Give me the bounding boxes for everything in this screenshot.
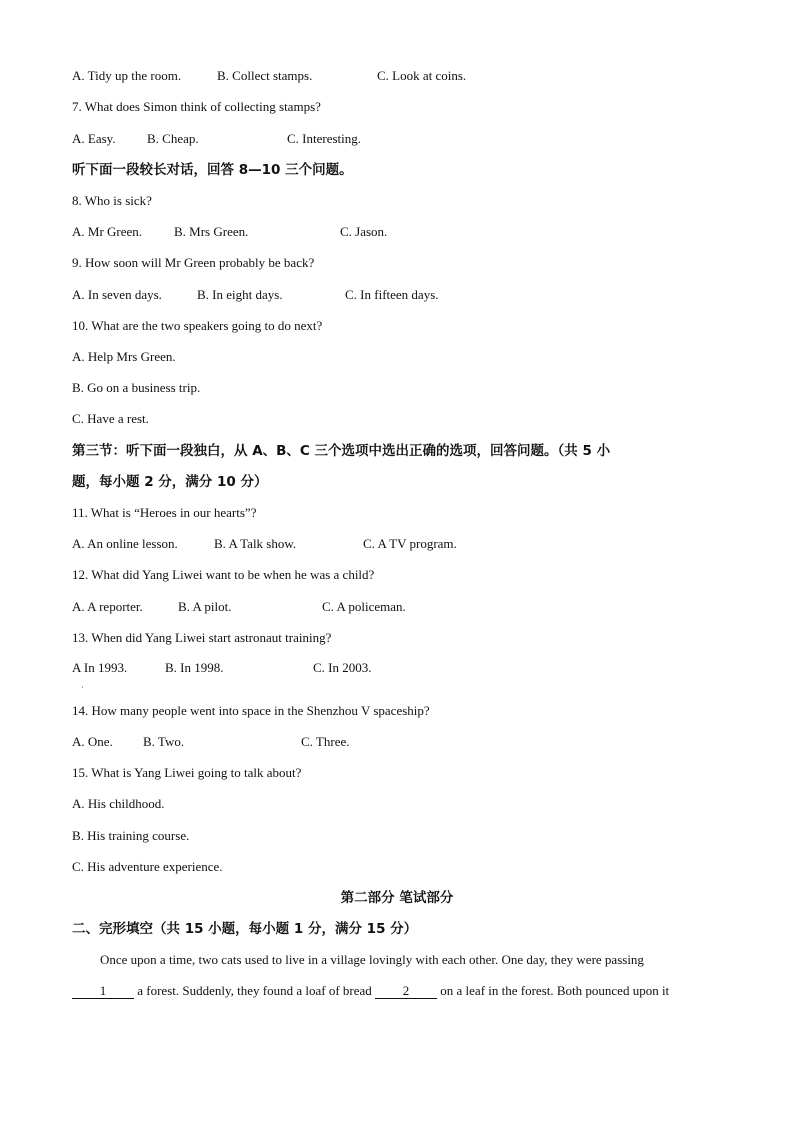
q7-question: 7. What does Simon think of collecting stamps?	[72, 99, 321, 114]
cloze-line-1: Once upon a time, two cats used to live in a village lovingly with each other. One day, they were passing	[100, 952, 644, 967]
q8-question: 8. Who is sick?	[72, 193, 152, 208]
q9-option-b: B. In eight days.	[197, 287, 283, 302]
q12-option-b: B. A pilot.	[178, 599, 232, 614]
q13-option-b: B. In 1998.	[165, 660, 224, 675]
cloze-section-title: 二、完形填空（共 15 小题，每小题 1 分，满分 15 分）	[72, 921, 418, 937]
q8-option-c: C. Jason.	[340, 224, 388, 239]
q14-option-b: B. Two.	[143, 734, 185, 749]
section3-heading-line2: 题，每小题 2 分，满分 10 分）	[72, 474, 268, 490]
q15-option-b: B. His training course.	[72, 828, 190, 843]
q7-option-c: C. Interesting.	[287, 131, 362, 146]
q15-question: 15. What is Yang Liwei going to talk about?	[72, 765, 302, 780]
q8-option-a: A. Mr Green.	[72, 224, 143, 239]
cloze-blank-2: 2	[375, 984, 437, 999]
q14-option-c: C. Three.	[301, 734, 350, 749]
q13-option-c: C. In 2003.	[313, 660, 372, 675]
cloze-text-after-blank-1: a forest. Suddenly, they found a loaf of bread	[134, 983, 376, 998]
q14-question: 14. How many people went into space in the Shenzhou V spaceship?	[72, 703, 430, 718]
q11-question: 11. What is “Heroes in our hearts”?	[72, 505, 257, 520]
q8-option-b: B. Mrs Green.	[174, 224, 249, 239]
q6-option-a: A. Tidy up the room.	[72, 68, 182, 83]
q13-question: 13. When did Yang Liwei start astronaut training?	[72, 630, 332, 645]
q11-option-c: C. A TV program.	[363, 536, 457, 551]
q15-option-c: C. His adventure experience.	[72, 859, 223, 874]
q10-option-a: A. Help Mrs Green.	[72, 349, 176, 364]
q12-option-a: A. A reporter.	[72, 599, 143, 614]
q9-option-c: C. In fifteen days.	[345, 287, 439, 302]
q14-option-a: A. One.	[72, 734, 113, 749]
q6-option-b: B. Collect stamps.	[217, 68, 313, 83]
q9-option-a: A. In seven days.	[72, 287, 162, 302]
part2-title: 第二部分 笔试部分	[340, 890, 454, 906]
q11-option-a: A. An online lesson.	[72, 536, 178, 551]
q15-option-a: A. His childhood.	[72, 796, 165, 811]
cloze-text-after-blank-2: on a leaf in the forest. Both pounced upon it	[437, 983, 670, 998]
cloze-blank-1: 1	[72, 984, 134, 999]
q7-option-b: B. Cheap.	[147, 131, 199, 146]
q11-option-b: B. A Talk show.	[214, 536, 297, 551]
q13-option-a: A In 1993.	[72, 660, 128, 675]
stray-dot: ·	[81, 683, 84, 692]
q7-option-a: A. Easy.	[72, 131, 116, 146]
q9-question: 9. How soon will Mr Green probably be back?	[72, 255, 315, 270]
cloze-line-2	[72, 983, 669, 999]
q12-question: 12. What did Yang Liwei want to be when he was a child?	[72, 567, 375, 582]
section3-heading-line1: 第三节：听下面一段独白，从 A、B、C 三个选项中选出正确的选项，回答问题。（共 5 小	[72, 443, 611, 459]
q6-option-c: C. Look at coins.	[377, 68, 467, 83]
q10-question: 10. What are the two speakers going to do next?	[72, 318, 323, 333]
section-heading-8-10: 听下面一段较长对话，回答 8—10 三个问题。	[72, 162, 353, 178]
q12-option-c: C. A policeman.	[322, 599, 406, 614]
q10-option-c: C. Have a rest.	[72, 411, 149, 426]
q10-option-b: B. Go on a business trip.	[72, 380, 201, 395]
